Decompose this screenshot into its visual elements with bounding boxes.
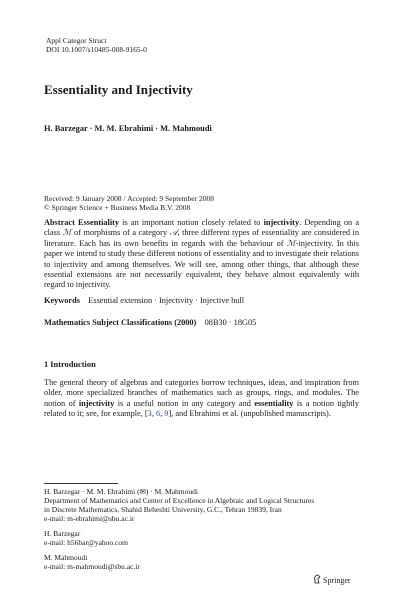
footnote-authors: H. Barzegar · M. M. Ebrahimi (✉) · M. Mahmoudi (44, 487, 198, 496)
keywords (44, 296, 244, 305)
intro-paragraph: The general theory of algebras and categories borrow techniques, ideas, and inspiration from older, more specialized branches of mathematics such as groups, rings, and modules. The notion of injectivity is a useful notion in any category and essentiality is a notion tightly related to it; see, for example, [3, 6, 9], and Ebrahimi et al. (unpublished manuscripts). (44, 378, 359, 419)
keywords-label: Keywords (44, 296, 80, 305)
email-line: e-mail: m-ebrahimi@sbu.ac.ir (44, 514, 135, 523)
springer-horse-icon (313, 574, 321, 586)
abstract-text: , three different types of essentiality are considered in literature. Each has its own benefits in regards with the behaviour of (44, 228, 360, 248)
author-contact (44, 529, 364, 547)
copyright: © Springer Science + Business Media B.V. 2008 (44, 203, 191, 212)
citation-link[interactable]: 3 (147, 409, 152, 419)
intro-text: The general theory of algebras and categories borrow techniques, ideas, and inspiration from older, more specialized branches of mathematics such as groups, rings, and modules. The notion of (44, 378, 359, 408)
abstract-term-essentiality: Essentiality (78, 218, 120, 227)
author-contact (44, 553, 364, 571)
department-line: in Discrete Mathematics, Shahid Beheshti University, G.C., Tehran 19839, Iran (44, 505, 282, 514)
footnotes (44, 487, 364, 577)
department-line: Department of Mathematics and Center of Excellence in Algebraic and Logical Structures (44, 496, 315, 505)
abstract-text: of morphisms of a category (71, 228, 170, 238)
abstract (44, 218, 359, 291)
intro-text: is a notion tightly related to it; see, for example, [ (44, 398, 359, 419)
section-heading: 1 Introduction (44, 360, 96, 369)
math-symbol-M: ℳ (62, 228, 72, 238)
abstract-label: Abstract (44, 218, 75, 227)
abstract-text: -injectivity. In this paper we intend to study these different notions of essentiality and to investigate their relations to injectivity and among themselves. We will see, among other things, that although these essential extensions are not necessarily equivalent, they behave almost equivalently with regard to injectivity. (44, 238, 359, 290)
dates-block (44, 194, 364, 212)
footnote-rule (44, 483, 118, 484)
citation-link[interactable]: 9 (164, 409, 169, 419)
affiliation-block (44, 487, 364, 523)
subject-classification (44, 318, 256, 327)
doi: DOI 10.1007/s10485-008-9165-0 (46, 45, 147, 54)
keywords-text: Essential extension · Injectivity · Injective hull (88, 296, 245, 305)
author-name: M. Mahmoudi (44, 553, 88, 562)
math-symbol-A: 𝒜 (169, 228, 178, 238)
citation-link[interactable]: 6 (155, 409, 161, 419)
author-name: H. Barzegar (44, 529, 81, 538)
publisher-logo (313, 574, 351, 586)
msc-label: Mathematics Subject Classifications (2000) (44, 318, 197, 327)
paper-title: Essentiality and Injectivity (44, 82, 193, 97)
abstract-text: . Depending on a class (44, 218, 359, 238)
math-symbol-M: ℳ (286, 238, 296, 248)
abstract-term-injectivity: injectivity (263, 218, 300, 227)
email-line: e-mail: m-mahmoudi@sbu.ac.ir (44, 562, 140, 571)
intro-text: ], and Ebrahimi et al. (unpublished manuscripts). (168, 409, 331, 419)
intro-term-injectivity: injectivity (78, 398, 115, 408)
intro-text: is a useful notion in any category and (114, 398, 255, 408)
publisher-name: Springer (323, 575, 351, 585)
author-list: H. Barzegar · M. M. Ebrahimi · M. Mahmoudi (44, 124, 212, 133)
journal-header (46, 36, 147, 54)
abstract-text: is an important notion closely related to (119, 218, 264, 227)
journal-name: Appl Categor Struct (46, 36, 107, 45)
msc-codes: 08B30 · 18G05 (204, 318, 257, 327)
email-line: e-mail: h56bar@yahoo.com (44, 538, 128, 547)
received-date: Received: 9 January 2008 / Accepted: 9 September 2008 (44, 194, 214, 203)
intro-term-essentiality: essentiality (254, 398, 294, 408)
